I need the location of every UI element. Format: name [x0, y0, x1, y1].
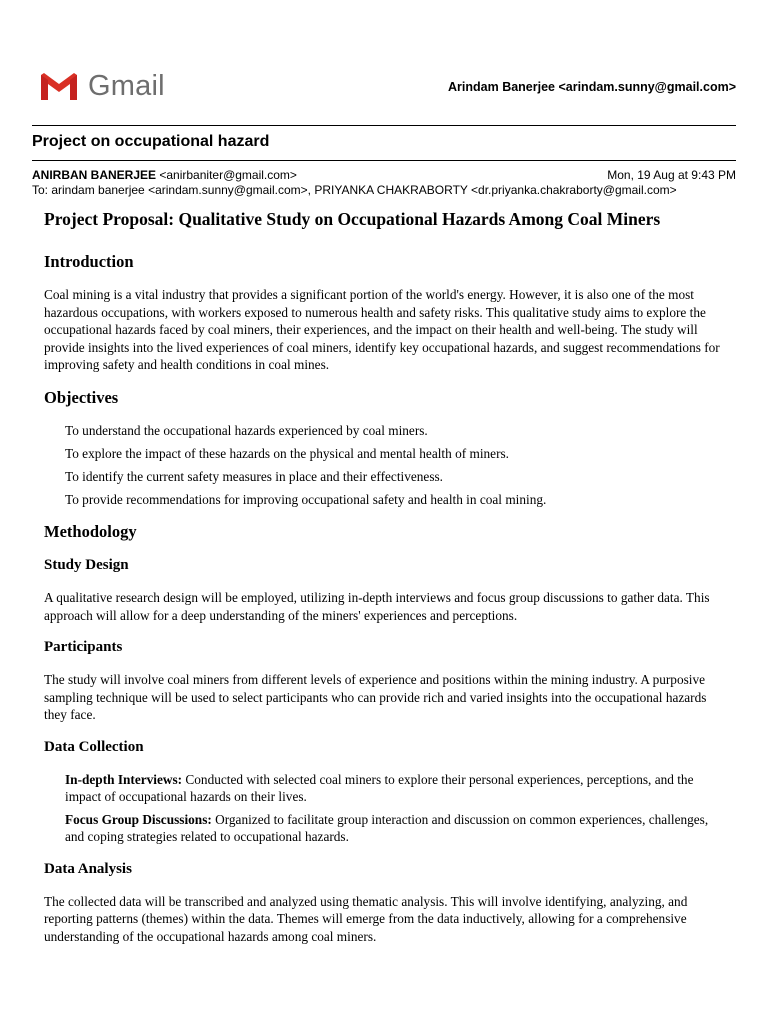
- item-label: In-depth Interviews:: [65, 771, 183, 787]
- intro-heading: Introduction: [44, 252, 134, 271]
- data-collection-heading: Data Collection: [44, 738, 144, 755]
- list-item: To provide recommendations for improving occupational safety and health in coal mining.: [65, 491, 547, 507]
- gmail-logo: [38, 70, 165, 103]
- divider-subject: [32, 160, 736, 161]
- gmail-wordmark: Gmail: [88, 70, 165, 102]
- item-text: Conducted with selected coal miners to explore their personal experiences, perceptions, and the impact of occupational hazards on their lives.: [65, 771, 694, 804]
- item-label: Focus Group Discussions:: [65, 811, 212, 827]
- sender-line: [32, 168, 736, 182]
- email-body: [44, 208, 724, 959]
- divider-top: [32, 125, 736, 126]
- email-subject: Project on occupational hazard: [32, 133, 270, 150]
- objectives-heading: Objectives: [44, 387, 119, 407]
- data-analysis-heading: Data Analysis: [44, 860, 132, 877]
- doc-title: Project Proposal: Qualitative Study on Occupational Hazards Among Coal Miners: [44, 209, 661, 229]
- participants-text: The study will involve coal miners from different levels of experience and positions within the mining industry. A purposive sampling technique will be used to select participants who can provide rich and varied insights into the occupational hazards they face.: [44, 672, 707, 722]
- sender-name: ANIRBAN BANERJEE: [32, 168, 157, 182]
- participants-heading: Participants: [44, 639, 123, 655]
- print-header: [0, 0, 768, 124]
- objectives-list: [44, 422, 724, 509]
- list-item: To explore the impact of these hazards on the physical and mental health of miners.: [65, 445, 509, 461]
- data-collection-list: [44, 771, 724, 846]
- gmail-envelope-icon: [38, 71, 80, 102]
- study-design-text: A qualitative research design will be employed, utilizing in-depth interviews and focus group discussions to gather data. This approach will allow for a deep understanding of the miners' experiences and perceptions.: [44, 590, 710, 623]
- recipients-line: To: arindam banerjee <arindam.sunny@gmail.com>, PRIYANKA CHAKRABORTY <dr.priyanka.chakraborty@gmail.com>: [32, 183, 677, 197]
- data-analysis-text: The collected data will be transcribed and analyzed using thematic analysis. This will involve identifying, analyzing, and reporting patterns (themes) within the data. Themes will emerge from the data inductively, allowing for a comprehensive understanding of the occupational hazards among coal miners.: [44, 893, 688, 944]
- intro-text: Coal mining is a vital industry that provides a significant portion of the world's energy. However, it is also one of the most hazardous occupations, with workers exposed to numerous health and safety risks. This qualitative study aims to explore the occupational hazards faced by coal miners, their experiences, and the impact on their health and well-being. The study will provide insights into the lived experiences of coal miners, identify key occupational hazards, and suggest recommendations for improving safety and health conditions in coal mines.: [44, 287, 720, 372]
- list-item: [65, 771, 724, 806]
- list-item: [65, 811, 724, 846]
- sender-email: <anirbaniter@gmail.com>: [159, 168, 297, 182]
- item-text: Organized to facilitate group interaction and discussion on common experiences, challenges, and coping strategies related to occupational hazards.: [65, 811, 709, 844]
- list-item: To understand the occupational hazards experienced by coal miners.: [65, 422, 428, 438]
- account-name: Arindam Banerjee <arindam.sunny@gmail.com>: [448, 80, 736, 94]
- study-design-heading: Study Design: [44, 557, 129, 573]
- email-date: Mon, 19 Aug at 9:43 PM: [607, 168, 736, 182]
- methodology-heading: Methodology: [44, 522, 137, 541]
- list-item: To identify the current safety measures in place and their effectiveness.: [65, 468, 444, 484]
